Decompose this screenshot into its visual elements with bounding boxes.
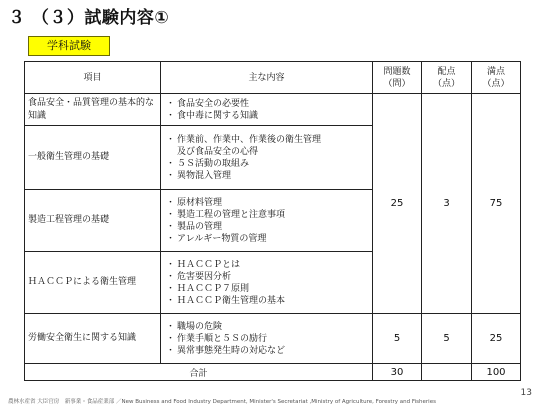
total-row <box>25 364 521 381</box>
content-line: ・ 職場の危険 <box>166 321 223 332</box>
header-full-score: 満点 （点） <box>472 62 521 94</box>
content-line: ・ 食品安全の必要性 <box>166 98 250 109</box>
row-contents <box>161 314 373 364</box>
content-line: ・ 製造工程の管理と注意事項 <box>166 209 286 220</box>
content-line: ・ 作業手順と５Ｓの励行 <box>166 333 268 344</box>
total-full-score: 100 <box>472 364 521 381</box>
header-item: 項目 <box>25 62 161 94</box>
exam-content-table <box>24 61 521 381</box>
header-points-each: 配点 （点） <box>422 62 472 94</box>
row-item: 食品安全・品質管理の基本的な知識 <box>25 94 161 126</box>
content-line: ・ ５Ｓ活動の取組み <box>166 158 250 169</box>
group-full-score: 75 <box>472 94 521 314</box>
content-line: ・ ＨＡＣＣＰ７原則 <box>166 283 250 294</box>
row-contents <box>161 190 373 252</box>
content-line: ・ 作業前、作業中、作業後の衛生管理 <box>166 134 322 145</box>
header-questions: 問題数 （問） <box>373 62 422 94</box>
table-header-row <box>25 62 521 94</box>
header-contents: 主な内容 <box>161 62 373 94</box>
content-line: ・ ＨＡＣＣＰとは <box>166 259 241 270</box>
content-line: ・ 製品の管理 <box>166 221 223 232</box>
row-contents <box>161 252 373 314</box>
table-row <box>25 314 521 364</box>
row-contents <box>161 126 373 190</box>
section-badge: 学科試験 <box>28 36 110 56</box>
page-number: 13 <box>520 388 532 398</box>
row-item: 一般衛生管理の基礎 <box>25 126 161 190</box>
table-row <box>25 94 521 126</box>
labor-full-score: 25 <box>472 314 521 364</box>
content-line: ・ 原材料管理 <box>166 197 223 208</box>
content-line: ・ 異物混入管理 <box>166 170 232 181</box>
total-label: 合計 <box>25 364 373 381</box>
row-item: ＨＡＣＣＰによる衛生管理 <box>25 252 161 314</box>
content-line: ・ 食中毒に関する知識 <box>166 110 259 121</box>
labor-questions: 5 <box>373 314 422 364</box>
footer-credit: 農林水産省 大臣官房 新事業・食品産業部 ／New Business and Food Industry Department, Minister's Secretariat ,Ministry of Agriculture, Forestry and Fisheries <box>8 399 436 405</box>
total-points-each <box>422 364 472 381</box>
labor-points-each: 5 <box>422 314 472 364</box>
content-line: ・ 危害要因分析 <box>166 271 232 282</box>
total-questions: 30 <box>373 364 422 381</box>
group-questions: 25 <box>373 94 422 314</box>
row-contents <box>161 94 373 126</box>
group-points-each: 3 <box>422 94 472 314</box>
content-continuation: 及び食品安全の心得 <box>177 146 259 157</box>
row-item: 労働安全衛生に関する知識 <box>25 314 161 364</box>
content-line: ・ 異常事態発生時の対応など <box>166 345 286 356</box>
content-line: ・ ＨＡＣＣＰ衛生管理の基本 <box>166 295 286 306</box>
content-line: ・ アレルギー物質の管理 <box>166 233 267 244</box>
page-title: ３ （３）試験内容① <box>8 8 170 28</box>
row-item: 製造工程管理の基礎 <box>25 190 161 252</box>
